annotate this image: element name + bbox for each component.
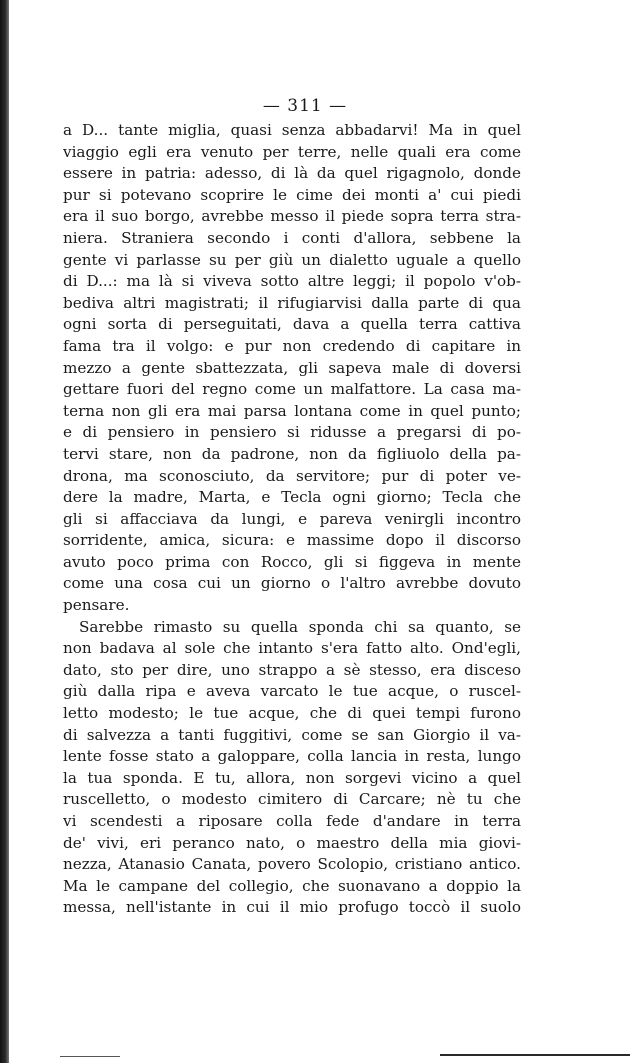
text-line: ruscelletto, o modesto cimitero di Carcare; nè tu che: [63, 790, 521, 809]
page-binding-edge: [0, 0, 9, 1063]
bottom-mark: [60, 1056, 120, 1057]
text-line: e di pensiero in pensiero si ridusse a pregarsi di po-: [63, 423, 521, 442]
text-line: mezzo a gente sbattezzata, gli sapeva male di doversi: [63, 358, 521, 377]
text-line: avuto poco prima con Rocco, gli si figgeva in mente: [63, 552, 521, 571]
text-line: gettare fuori del regno come un malfattore. La casa ma-: [63, 380, 521, 399]
text-line: Sarebbe rimasto su quella sponda chi sa quanto, se: [79, 617, 521, 636]
text-line: lente fosse stato a galoppare, colla lancia in resta, lungo: [63, 747, 521, 766]
text-line: di salvezza a tanti fuggitivi, come se san Giorgio il va-: [63, 725, 521, 744]
text-line: nezza, Atanasio Canata, povero Scolopio, cristiano antico.: [63, 855, 521, 874]
text-line: di D...: ma là si viveva sotto altre leggi; il popolo v'ob-: [63, 272, 521, 291]
text-line: giù dalla ripa e aveva varcato le tue acque, o ruscel-: [63, 682, 521, 701]
text-line: era il suo borgo, avrebbe messo il piede sopra terra stra-: [63, 207, 521, 226]
text-line: vi scendesti a riposare colla fede d'andare in terra: [63, 812, 521, 830]
text-line: a D... tante miglia, quasi senza abbadarvi! Ma in quel: [63, 121, 521, 139]
text-line: dato, sto per dire, uno strappo a sè stesso, era disceso: [63, 660, 521, 679]
text-line: sorridente, amica, sicura: e massime dopo il discorso: [63, 531, 521, 550]
text-line: fama tra il volgo: e pur non credendo di capitare in: [63, 336, 521, 355]
text-line: pur si potevano scoprire le cime dei monti a' cui piedi: [63, 185, 521, 204]
text-line: terna non gli era mai parsa lontana come in quel punto;: [63, 401, 521, 420]
text-line: de' vivi, eri peranco nato, o maestro della mia giovi-: [63, 833, 521, 852]
text-line: bediva altri magistrati; il rifugiarvisi dalla parte di qua: [63, 293, 521, 312]
text-line: viaggio egli era venuto per terre, nelle quali era come: [63, 142, 521, 161]
text-line: essere in patria: adesso, di là da quel rigagnolo, donde: [63, 164, 521, 183]
text-line: tervi stare, non da padrone, non da figliuolo della pa-: [63, 444, 521, 463]
text-line: non badava al sole che intanto s'era fatto alto. Ond'egli,: [63, 639, 521, 658]
text-line: Ma le campane del collegio, che suonavano a doppio la: [63, 876, 521, 895]
text-line: messa, nell'istante in cui il mio profugo toccò il suolo: [63, 898, 521, 917]
text-line: pensare.: [63, 596, 130, 615]
page-number: — 311 —: [262, 96, 348, 116]
text-line: drona, ma sconosciuto, da servitore; pur di poter ve-: [63, 466, 521, 485]
text-line: come una cosa cui un giorno o l'altro avrebbe dovuto: [63, 574, 521, 593]
text-line: dere la madre, Marta, e Tecla ogni giorno; Tecla che: [63, 488, 521, 507]
text-line: niera. Straniera secondo i conti d'allora, sebbene la: [63, 228, 521, 247]
text-line: letto modesto; le tue acque, che di quei tempi furono: [63, 704, 521, 723]
body-text: [63, 120, 521, 919]
text-line: la tua sponda. E tu, allora, non sorgevi vicino a quel: [63, 768, 521, 787]
text-line: gli si affacciava da lungi, e pareva venirgli incontro: [63, 509, 521, 528]
bottom-rule: [440, 1054, 630, 1056]
text-line: ogni sorta di perseguitati, dava a quella terra cattiva: [63, 315, 521, 334]
text-line: gente vi parlasse su per giù un dialetto uguale a quello: [63, 250, 521, 269]
